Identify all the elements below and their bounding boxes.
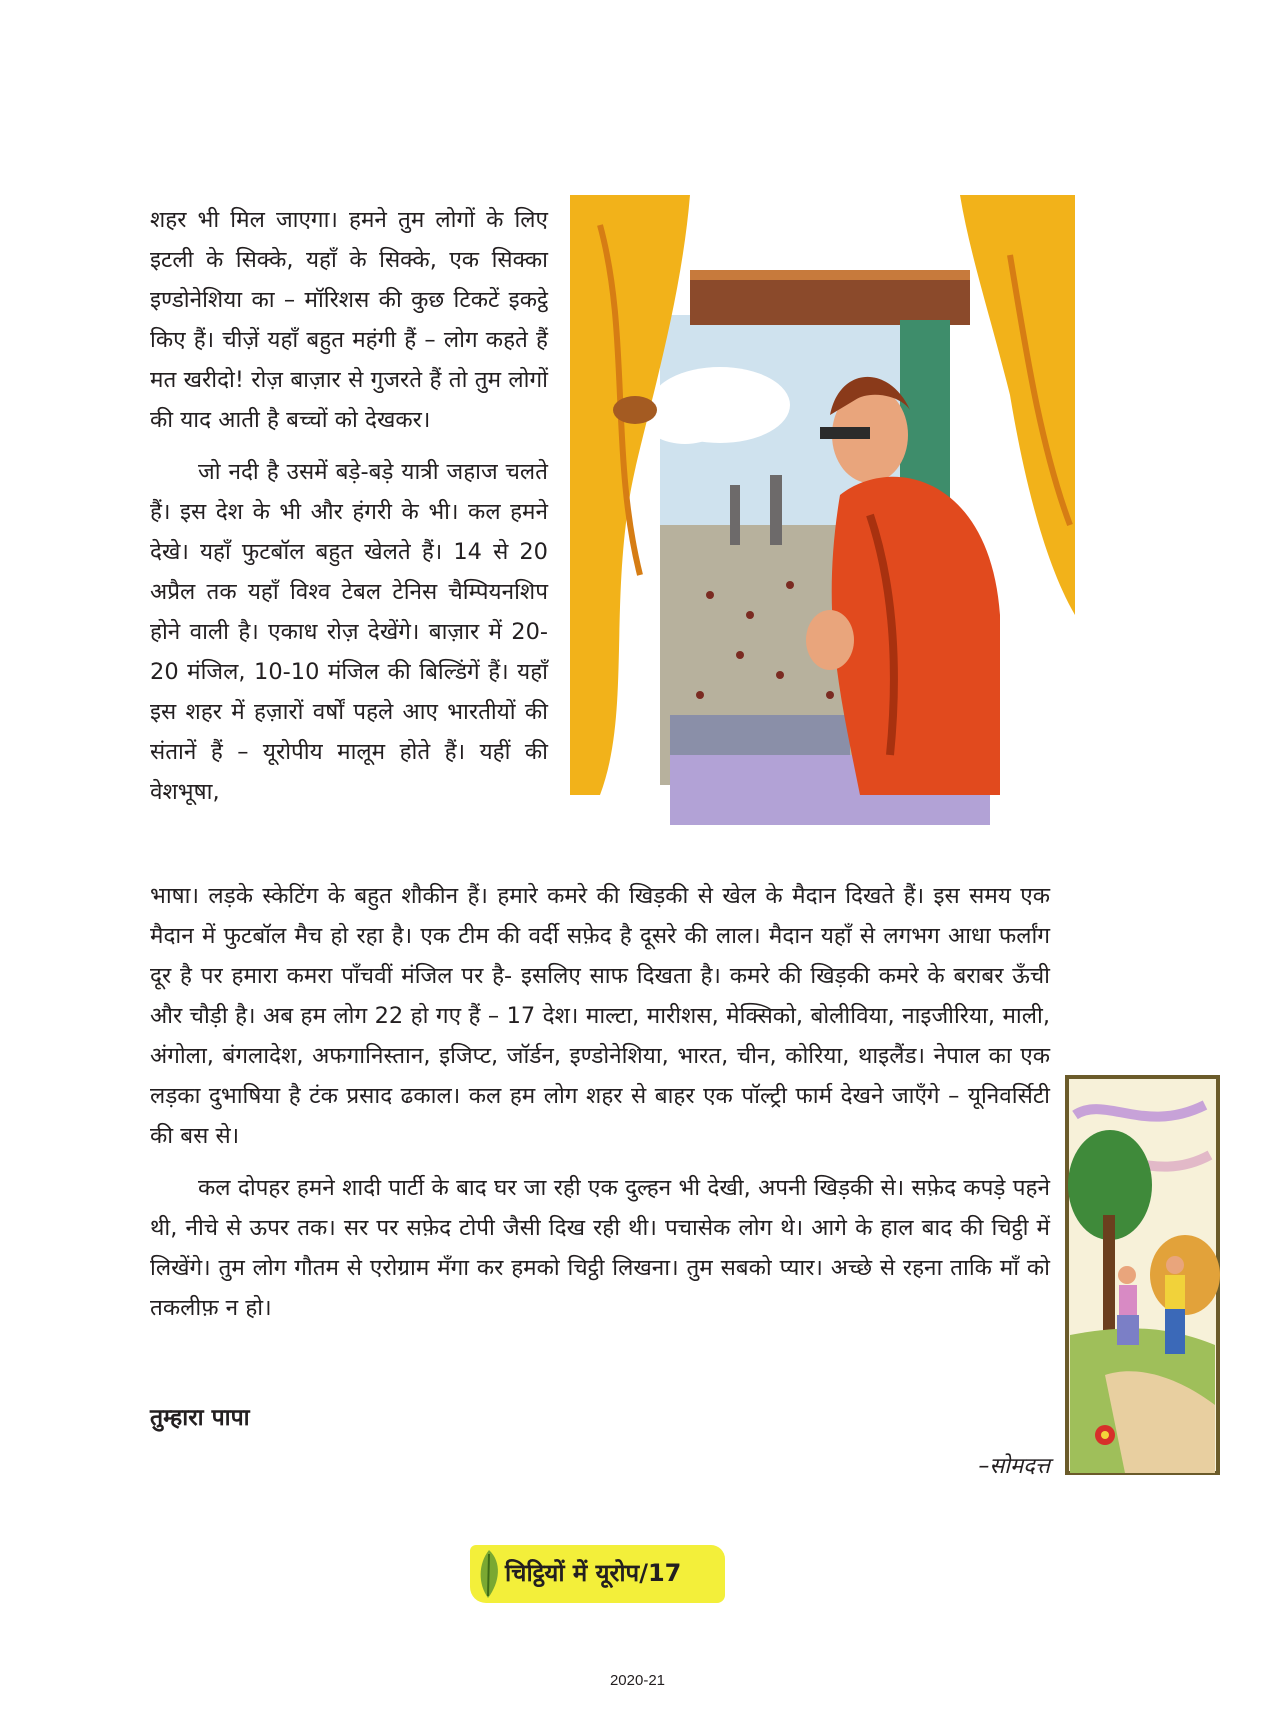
column-text	[150, 200, 548, 824]
year-label: 2020-21	[609, 1672, 666, 1689]
paragraph-2: जो नदी है उसमें बड़े-बड़े यात्री जहाज चलते हैं। इस देश के भी और हंगरी के भी। कल हमने देखे। यहाँ फुटबॉल बहुत खेलते हैं। 14 से 20 अप्रैल तक यहाँ विश्व टेबल टेनिस चैम्पियनशिप होने वाली है। एकाध रोज़ देखेंगे। बाज़ार में 20-20 मंजिल, 10-10 मंजिल की बिल्डिंगें हैं। यहाँ इस शहर में हज़ारों वर्षों पहले आए भारतीयों की संतानें हैं – यूरोपीय मालूम होते हैं। यहीं की वेशभूषा,	[150, 459, 548, 805]
signoff: तुम्हारा पापा	[150, 1405, 250, 1431]
paragraph-1: शहर भी मिल जाएगा। हमने तुम लोगों के लिए इटली के सिक्के, यहाँ के सिक्के, एक सिक्का इण्डोनेशिया का – मॉरिशस की कुछ टिकटें इकट्ठे किए हैं। चीज़ें यहाँ बहुत महंगी हैं – लोग कहते हैं मत खरीदो! रोज़ बाज़ार से गुजरते हैं तो तुम लोगों की याद आती है बच्चों को देखकर।	[150, 207, 548, 433]
footer-page-label: चिट्ठियों में यूरोप/17	[505, 1559, 682, 1587]
paragraph-4: कल दोपहर हमने शादी पार्टी के बाद घर जा रही एक दुल्हन भी देखी, अपनी खिड़की से। सफ़ेद कपड़े पहने थी, नीचे से ऊपर तक। सर पर सफ़ेद टोपी जैसी दिख रही थी। पचासेक लोग थे। आगे के हाल बाद की चिट्ठी में लिखेंगे। तुम लोग गौतम से एरोग्राम मँगा कर हमको चिट्ठी लिखना। तुम सबको प्यार। अच्छे से रहना ताकि माँ को तकलीफ़ न हो।	[150, 1175, 1050, 1321]
window-illustration	[570, 195, 1075, 845]
paragraph-3: भाषा। लड़के स्केटिंग के बहुत शौकीन हैं। हमारे कमरे की खिड़की से खेल के मैदान दिखते हैं। इस समय एक मैदान में फुटबॉल मैच हो रहा है। एक टीम की वर्दी सफ़ेद है दूसरे की लाल। मैदान यहाँ से लगभग आधा फर्लांग दूर है पर हमारा कमरा पाँचवीं मंजिल पर है- इसलिए साफ दिखता है। कमरे की खिड़की कमरे के बराबर ऊँची और चौड़ी है। अब हम लोग 22 हो गए हैं – 17 देश। माल्टा, मारीशस, मेक्सिको, बोलीविया, नाइजीरिया, माली, अंगोला, बंगलादेश, अफगानिस्तान, इजिप्ट, जॉर्डन, इण्डोनेशिया, भारत, चीन, कोरिया, थाइलैंड। नेपाल का एक लड़का दुभाषिया है टंक प्रसाद ढकाल। कल हम लोग शहर से बाहर एक पॉल्ट्री फार्म देखने जाएँगे – यूनिवर्सिटी की बस से।	[150, 883, 1050, 1149]
author-name: –सोमदत्त	[978, 1454, 1050, 1479]
leaf-icon	[474, 1548, 504, 1600]
park-illustration	[1065, 1075, 1220, 1475]
full-width-text	[150, 876, 1050, 1340]
